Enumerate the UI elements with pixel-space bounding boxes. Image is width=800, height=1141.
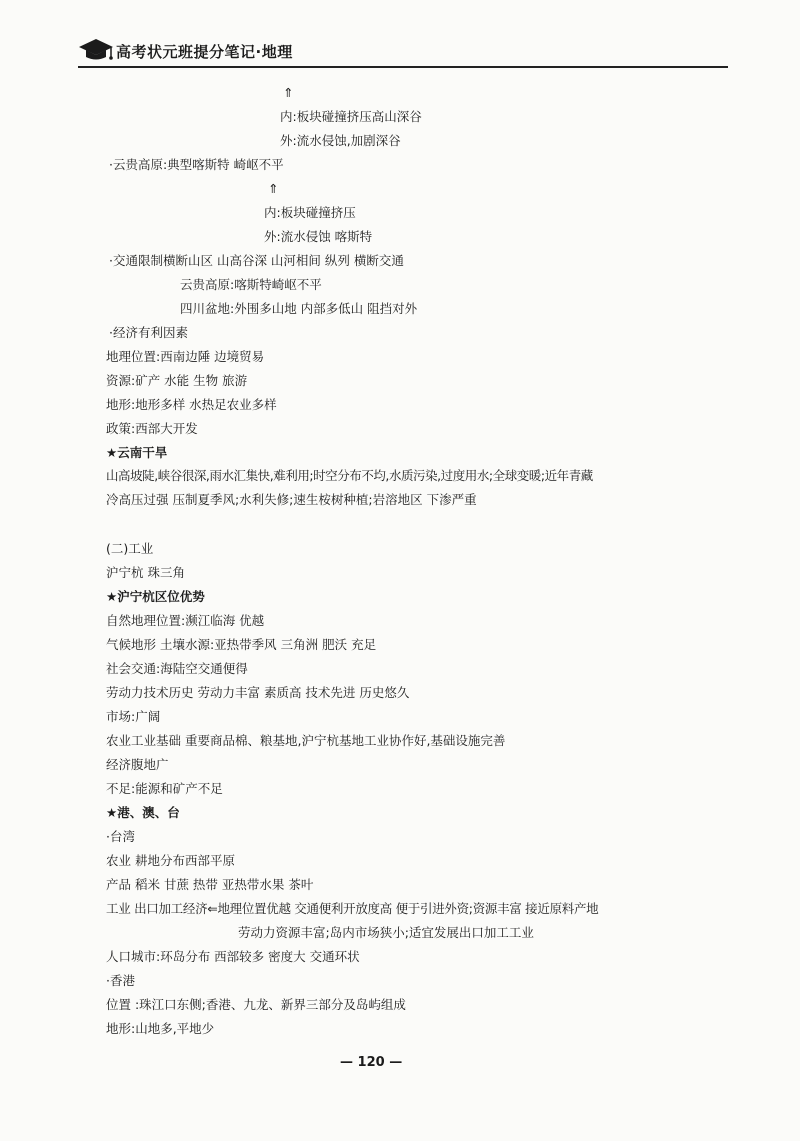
text-line: 内:板块碰撞挤压 [264,205,356,220]
text-line: 政策:西部大开发 [106,421,198,436]
section-heading: ★沪宁杭区位优势 [106,589,205,604]
text-line: 产品 稻米 甘蔗 热带 亚热带水果 茶叶 [106,877,314,892]
text-line: 四川盆地:外围多山地 内部多低山 阻挡对外 [180,301,418,316]
text-line: 地形:山地多,平地少 [106,1021,215,1036]
arrow-line: ⇑ [268,181,279,196]
text-line: 劳动力资源丰富;岛内市场狭小;适宜发展出口加工工业 [238,925,534,940]
text-line: 不足:能源和矿产不足 [106,781,223,796]
text-line: 农业 耕地分布西部平原 [106,853,235,868]
text-line: 内:板块碰撞挤压高山深谷 [280,109,422,124]
text-line: 外:流水侵蚀 喀斯特 [264,229,373,244]
text-line: ·经济有利因素 [109,325,188,340]
text-line: 云贵高原:喀斯特崎岖不平 [180,277,322,292]
text-line: ·交通限制横断山区 山高谷深 山河相间 纵列 横断交通 [109,253,404,268]
text-line: 社会交通:海陆空交通便得 [106,661,248,676]
text-line: 外:流水侵蚀,加剧深谷 [280,133,401,148]
text-line: ·台湾 [106,829,135,844]
section-heading: ★港、澳、台 [106,805,180,820]
text-line: 位置 :珠江口东侧;香港、九龙、新界三部分及岛屿组成 [106,997,406,1012]
arrow-line: ⇑ [283,85,294,100]
header-title: 高考状元班提分笔记·地理 [116,43,293,61]
section-heading: ★云南干旱 [106,445,168,460]
text-line: ·香港 [106,973,135,988]
text-line: ·云贵高原:典型喀斯特 崎岖不平 [109,157,284,172]
text-line: 地形:地形多样 水热足农业多样 [106,397,277,412]
section-heading: (二)工业 [106,541,154,556]
text-line: 冷高压过强 压制夏季风;水利失修;速生桉树种植;岩溶地区 下渗严重 [106,492,477,507]
text-line: 经济腹地广 [106,757,169,772]
text-line: 劳动力技术历史 劳动力丰富 素质高 技术先进 历史悠久 [106,685,410,700]
text-line: 自然地理位置:濒江临海 优越 [106,613,265,628]
text-line: 工业 出口加工经济⇐地理位置优越 交通便利开放度高 便于引进外资;资源丰富 接近原料产地 [106,901,599,916]
text-line: 人口城市:环岛分布 西部较多 密度大 交通环状 [106,949,360,964]
text-line: 地理位置:西南边陲 边境贸易 [106,349,265,364]
text-line: 气候地形 土壤水源:亚热带季风 三角洲 肥沃 充足 [106,637,377,652]
page-number: — 120 — [340,1055,403,1070]
text-line: 市场:广阔 [106,709,161,724]
text-line: 资源:矿产 水能 生物 旅游 [106,373,248,388]
text-line: 农业工业基础 重要商品棉、粮基地,沪宁杭基地工业协作好,基础设施完善 [106,733,506,748]
text-line: 沪宁杭 珠三角 [106,565,185,580]
text-line: 山高坡陡,峡谷很深,雨水汇集快,难利用;时空分布不均,水质污染,过度用水;全球变暖;近年青藏 [106,468,593,483]
